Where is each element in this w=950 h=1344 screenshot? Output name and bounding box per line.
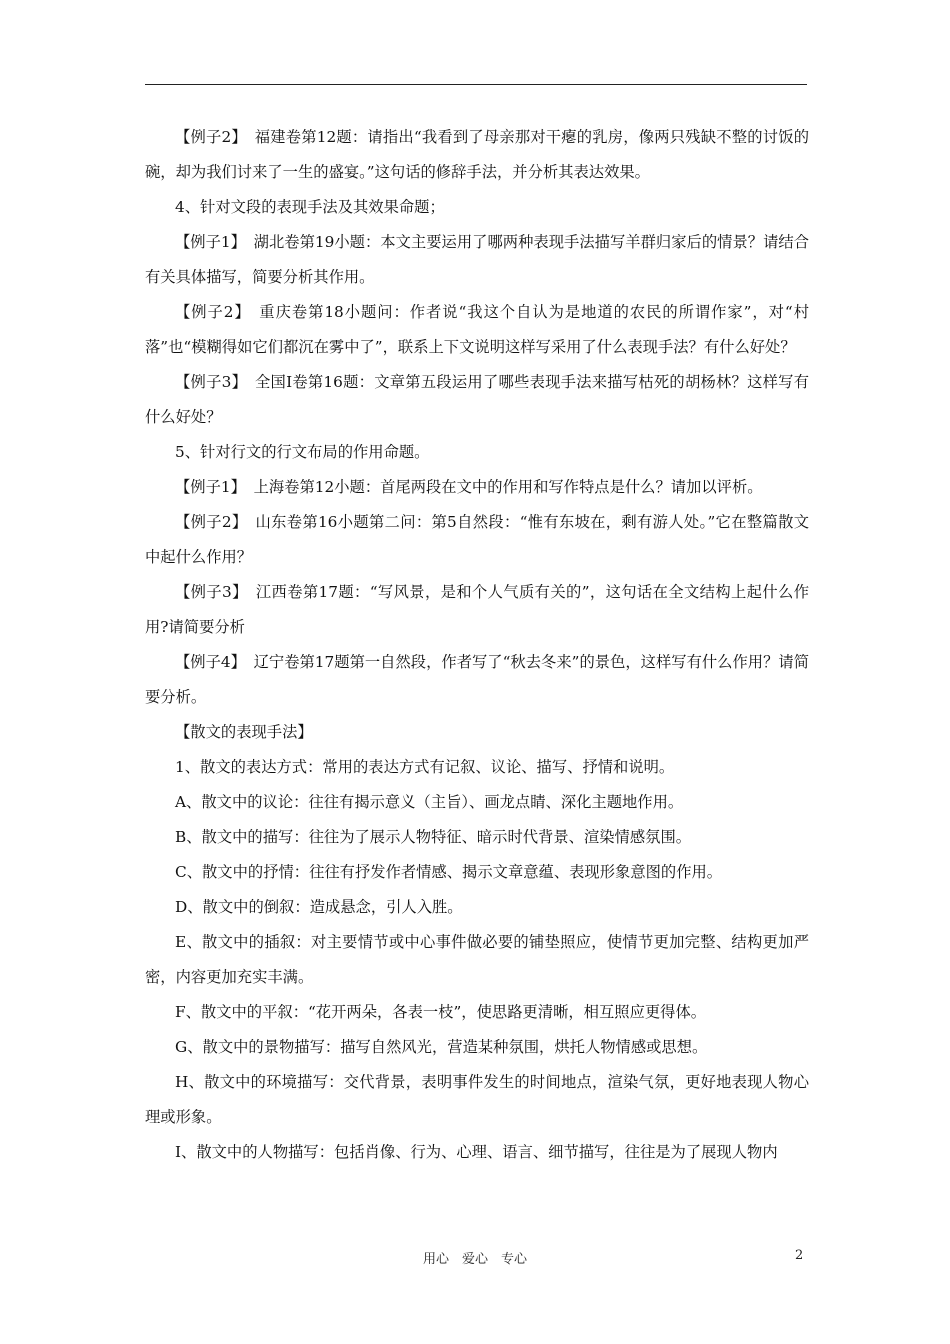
paragraph: 【例子2】 福建卷第12题：请指出“我看到了母亲那对干瘪的乳房，像两只残缺不整的讨饭的碗，却为我们讨来了一生的盛宴。”这句话的修辞手法，并分析其表达效果。 [145,128,809,181]
paragraph: 5、针对行文的行文布局的作用命题。 [175,443,430,461]
paragraph: 【例子3】 全国Ⅰ卷第16题：文章第五段运用了哪些表现手法来描写枯死的胡杨林？这样写有什么好处？ [145,373,809,426]
paragraph: 【例子2】 山东卷第16小题第二问：第5自然段：“惟有东坡在，剩有游人处。”它在整篇散文中起什么作用？ [145,513,809,566]
paragraph: 4、针对文段的表现手法及其效果命题； [175,198,445,216]
paragraph: 1、散文的表达方式：常用的表达方式有记叙、议论、描写、抒情和说明。 [175,758,675,776]
paragraph: 【例子2】 重庆卷第18小题问：作者说“我这个自认为是地道的农民的所谓作家”，对“村落”也“模糊得如它们都沉在雾中了”，联系上下文说明这样写采用了什么表现手法？有什么好处？ [145,303,809,356]
document-body [145,120,809,1170]
paragraph: H、散文中的环境描写：交代背景，表明事件发生的时间地点，渲染气氛，更好地表现人物心理或形象。 [145,1073,809,1126]
paragraph: 【例子1】 湖北卷第19小题：本文主要运用了哪两种表现手法描写羊群归家后的情景？请结合有关具体描写，简要分析其作用。 [145,233,809,286]
paragraph: 【例子1】 上海卷第12小题：首尾两段在文中的作用和写作特点是什么？请加以评析。 [175,478,763,496]
paragraph: 【散文的表现手法】 [175,723,313,741]
paragraph: 【例子3】 江西卷第17题：“写风景，是和个人气质有关的”，这句话在全文结构上起什么作用?请简要分析 [145,583,809,636]
paragraph: B、散文中的描写：往往为了展示人物特征、暗示时代背景、渲染情感氛围。 [175,828,692,846]
paragraph: D、散文中的倒叙：造成悬念，引人入胜。 [175,898,463,916]
paragraph: 【例子4】 辽宁卷第17题第一自然段，作者写了“秋去冬来”的景色，这样写有什么作用？请简要分析。 [145,653,809,706]
paragraph: C、散文中的抒情：往往有抒发作者情感、揭示文章意蕴、表现形象意图的作用。 [175,863,723,881]
header-rule [145,84,807,85]
footer-slogan: 用心 爱心 专心 [422,1252,527,1267]
paragraph: A、散文中的议论：往往有揭示意义（主旨）、画龙点睛、深化主题地作用。 [175,793,684,811]
paragraph: I、散文中的人物描写：包括肖像、行为、心理、语言、细节描写，往往是为了展现人物内 [175,1143,778,1161]
paragraph: G、散文中的景物描写：描写自然风光，营造某种氛围，烘托人物情感或思想。 [175,1038,708,1056]
page-number: 2 [795,1248,804,1263]
paragraph: E、散文中的插叙：对主要情节或中心事件做必要的铺垫照应，使情节更加完整、结构更加严密，内容更加充实丰满。 [145,933,809,986]
paragraph: F、散文中的平叙：“花开两朵，各表一枝”，使思路更清晰，相互照应更得体。 [175,1003,707,1021]
